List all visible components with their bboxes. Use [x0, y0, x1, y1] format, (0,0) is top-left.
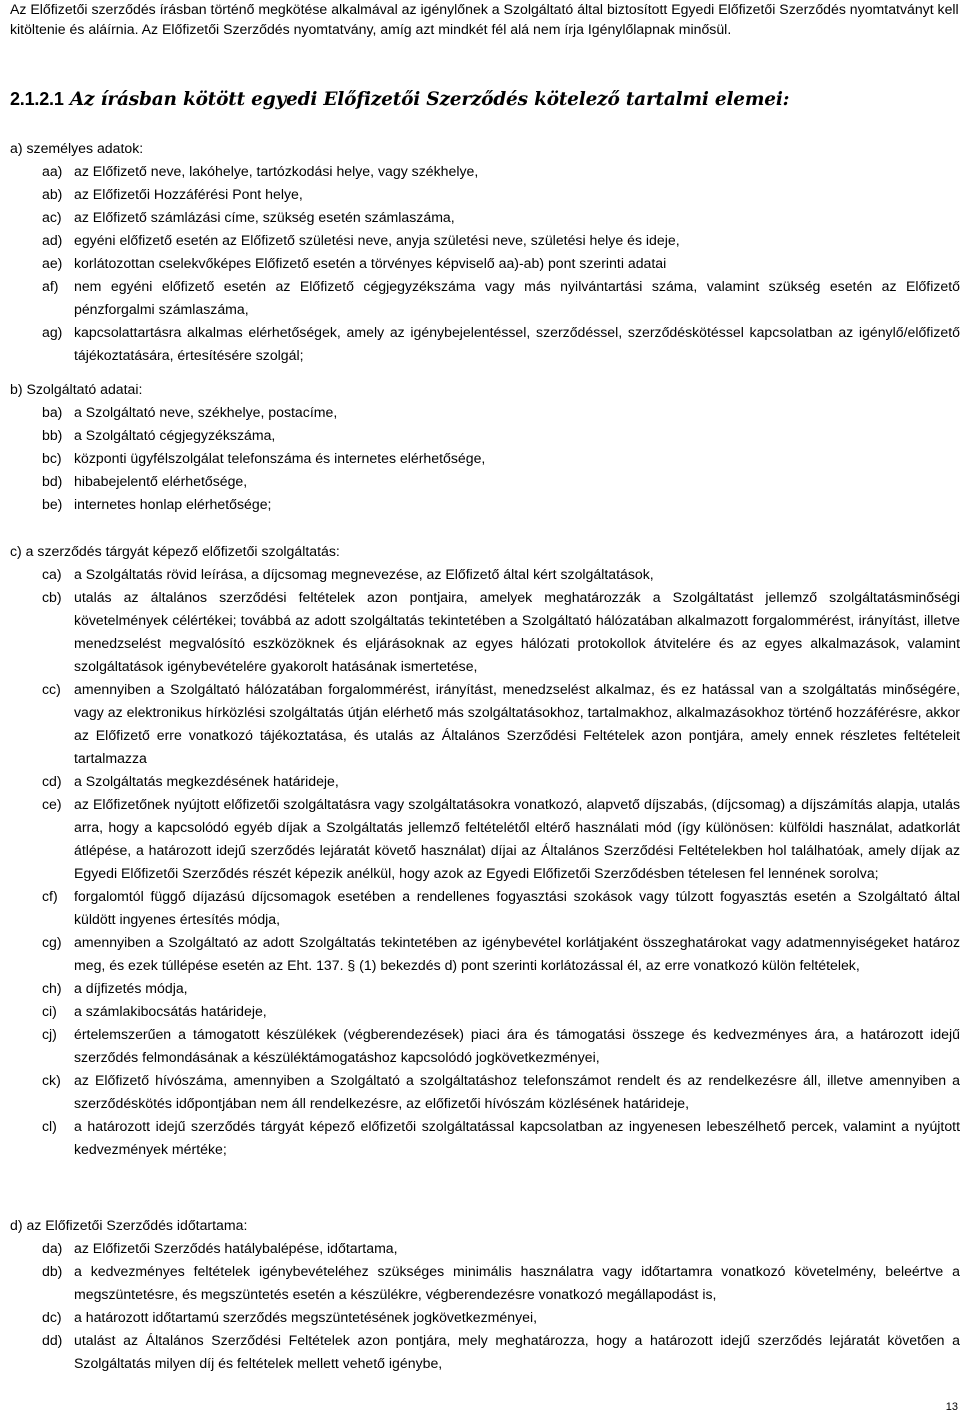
list-item [10, 470, 960, 493]
item-label: ad) [42, 232, 63, 248]
item-text: az Előfizető neve, lakóhelye, tartózkodási helye, vagy székhelye, [74, 163, 479, 179]
section-label: c) [10, 543, 22, 559]
item-text: amennyiben a Szolgáltató hálózatában forgalommérést, irányítást, menedzselést alkalmaz, és ez hatással van a szolgáltatás minőségére, vagy az elektronikus hírközlési szolgáltatás útján elérhető más szolgáltatásokhoz, tartalmakhoz, alkalmazásokhoz történő hozzáférésre, akkor az Előfizető erre vonatkozó tájékoztatása, és utalás az Általános Szerződési Feltételek azon pontjára, amely ennek részletes feltételeit tartalmazza [74, 681, 960, 766]
item-label: ag) [42, 324, 63, 340]
list-item [10, 793, 960, 885]
list-item [10, 1069, 960, 1115]
item-text: utalás az általános szerződési feltételek azon pontjaira, amelyek meghatározzák a Szolgáltatást jellemző szolgáltatásminőségi követelmények célértékei; továbbá az adott szolgáltatás tekintetében a Szolgáltató hálózatában alkalmazott forgalommérést, irányítást, illetve menedzselést megvalósító eszközöknek és eljárásoknak az egyes hálózati protokollok átvitelére és az egyes alkalmazások, valamint szolgáltatások igénybevételére gyakorolt hatásának ismertetése, [74, 589, 960, 674]
item-text: az Előfizetői Szerződés hatálybalépése, időtartama, [74, 1240, 398, 1256]
section-title [10, 1214, 960, 1237]
item-text: központi ügyfélszolgálat telefonszáma és internetes elérhetősége, [74, 450, 486, 466]
section-label: d) [10, 1217, 23, 1233]
item-label: cl) [42, 1118, 57, 1134]
heading-title: Az írásban kötött egyedi Előfizetői Szerződés kötelező tartalmi elemei: [69, 89, 790, 110]
item-label: bd) [42, 473, 63, 489]
item-text: az Előfizető hívószáma, amennyiben a Szolgáltató a szolgáltatáshoz telefonszámot rendelt és az rendelkezésre áll, illetve amennyiben a szerződéskötés időpontjában nem áll rendelkezésre, az előfizetői hívószám közlésének határideje, [74, 1072, 960, 1111]
item-text: értelemszerűen a támogatott készülékek (végberendezések) piaci ára és támogatási összege és kedvezményes ára, a határozott idejű szerződés felmondásának a készüléktámogatáshoz kapcsolódó jogkövetkezményei, [74, 1026, 960, 1065]
item-label: cf) [42, 888, 58, 904]
section-label: b) [10, 381, 23, 397]
item-text: amennyiben a Szolgáltató az adott Szolgáltatás tekintetében az igénybevétel korlátjaként összeghatárokat vagy adatmennyiségeket határoz meg, és ezek túllépése esetén az Eht. 137. § (1) bekezdés d) pont szerinti korlátozással él, az erre vonatkozó külön feltételek, [74, 934, 960, 973]
item-text: a Szolgáltatás rövid leírása, a díjcsomag megnevezése, az Előfizető által kért szolgáltatások, [74, 566, 654, 582]
item-label: cc) [42, 681, 61, 697]
item-label: ba) [42, 404, 63, 420]
list-item [10, 493, 960, 516]
item-label: ci) [42, 1003, 57, 1019]
list-item [10, 229, 960, 252]
list-item [10, 1023, 960, 1069]
item-text: a határozott időtartamú szerződés megszüntetésének jogkövetkezményei, [74, 1309, 537, 1325]
item-label: dd) [42, 1332, 63, 1348]
page-number: 13 [945, 1401, 958, 1413]
list-item [10, 563, 960, 586]
item-label: bb) [42, 427, 63, 443]
item-label: db) [42, 1263, 63, 1279]
item-label: cj) [42, 1026, 57, 1042]
item-text: nem egyéni előfizető esetén az Előfizető cégjegyzékszáma vagy más nyilvántartási száma, valamint szükség esetén az Előfizető pénzforgalmi számlaszáma, [74, 278, 960, 317]
list-item [10, 931, 960, 977]
item-label: aa) [42, 163, 63, 179]
list-item [10, 1306, 960, 1329]
section-title-text: az Előfizetői Szerződés időtartama: [26, 1217, 248, 1233]
item-label: cb) [42, 589, 62, 605]
item-label: ab) [42, 186, 63, 202]
section-title-text: személyes adatok: [26, 140, 144, 156]
section-title [10, 378, 960, 401]
intro-paragraph: Az Előfizetői szerződés írásban történő megkötése alkalmával az igénylőnek a Szolgáltató által biztosított Egyedi Előfizetői Szerződés nyomtatványt kell kitöltenie és aláírnia. Az Előfizetői Szerződés nyomtatvány, amíg azt mindkét fél alá nem írja Igénylőlapnak minősül. [10, 1, 959, 37]
item-text: a határozott idejű szerződés tárgyát képező előfizetői szolgáltatással kapcsolatban az ingyenesen lebeszélhető percek, valamint a nyújtott kedvezmények mértéke; [74, 1118, 960, 1157]
item-text: a számlakibocsátás határideje, [74, 1003, 267, 1019]
list-item [10, 885, 960, 931]
section-b [10, 378, 960, 516]
item-text: az Előfizetői Hozzáférési Pont helye, [74, 186, 303, 202]
section-title-text: Szolgáltató adatai: [26, 381, 143, 397]
item-text: hibabejelentő elérhetősége, [74, 473, 248, 489]
item-text: a Szolgáltatás megkezdésének határideje, [74, 773, 339, 789]
section-title [10, 540, 960, 563]
item-label: ce) [42, 796, 62, 812]
list-item [10, 447, 960, 470]
section-label: a) [10, 140, 23, 156]
item-text: a Szolgáltató neve, székhelye, postacíme, [74, 404, 338, 420]
list-item [10, 321, 960, 367]
item-label: ac) [42, 209, 62, 225]
section-heading [10, 89, 789, 110]
section-title-text: a szerződés tárgyát képező előfizetői szolgáltatás: [25, 543, 340, 559]
item-text: korlátozottan cselekvőképes Előfizető esetén a törvényes képviselő aa)-ab) pont szerinti adatai [74, 255, 667, 271]
item-text: kapcsolattartásra alkalmas elérhetőségek, amely az igénybejelentéssel, szerződéssel, szerződéskötéssel kapcsolatban az igénylő/előfizető tájékoztatására, értesítésére szolgál; [74, 324, 960, 363]
list-item [10, 206, 960, 229]
item-text: utalást az Általános Szerződési Feltételek azon pontjára, mely meghatározza, hogy a határozott idejű szerződés lejáratát követően a Szolgáltatás milyen díj és feltételek mellett vehető igénybe, [74, 1332, 960, 1371]
item-text: a díjfizetés módja, [74, 980, 188, 996]
item-label: ch) [42, 980, 62, 996]
item-text: egyéni előfizető esetén az Előfizető születési neve, anyja születési neve, születési helye és ideje, [74, 232, 680, 248]
list-item [10, 1260, 960, 1306]
item-text: az Előfizető számlázási címe, szükség esetén számlaszáma, [74, 209, 455, 225]
section-title [10, 137, 960, 160]
list-item [10, 401, 960, 424]
item-label: af) [42, 278, 59, 294]
item-label: cd) [42, 773, 62, 789]
item-label: da) [42, 1240, 63, 1256]
section-d [10, 1214, 960, 1375]
item-label: ae) [42, 255, 63, 271]
list-item [10, 1329, 960, 1375]
item-label: dc) [42, 1309, 62, 1325]
item-label: ck) [42, 1072, 61, 1088]
list-item [10, 1237, 960, 1260]
list-item [10, 424, 960, 447]
item-text: az Előfizetőnek nyújtott előfizetői szolgáltatásra vagy szolgáltatásokra vonatkozó, alapvető díjszabás, (díjcsomag) a díjszámítás alapja, utalás arra, hogy a kapcsolódó egyéb díjak a Szolgáltatás jellemző feltételétől eltérő használati mód (így különösen: külföldi használat, adatkorlát átlépése, a határozott idejű szerződés lejáratát követő használat) díjai az Általános Szerződési Feltételekben hol találhatóak, amely díjak az Egyedi Előfizetői Szerződés részét képezik anélkül, hogy azok az Egyedi Előfizetői Szerződésben tételesen fel lennének sorolva; [74, 796, 960, 881]
list-item [10, 977, 960, 1000]
list-item [10, 1115, 960, 1161]
list-item [10, 252, 960, 275]
item-text: forgalomtól függő díjazású díjcsomagok esetében a rendellenes fogyasztási szokások vagy túlzott fogyasztás esetén a Szolgáltató által küldött ingyenes értesítés módja, [74, 888, 960, 927]
list-item [10, 678, 960, 770]
list-item [10, 586, 960, 678]
list-item [10, 1000, 960, 1023]
item-label: be) [42, 496, 63, 512]
heading-number: 2.1.2.1 [10, 89, 64, 109]
section-a [10, 137, 960, 367]
item-label: ca) [42, 566, 62, 582]
item-label: bc) [42, 450, 62, 466]
document-page [10, 0, 960, 1371]
list-item [10, 160, 960, 183]
item-text: a kedvezményes feltételek igénybevételéhez szükséges minimális használatra vagy időtartamra vonatkozó követelmény, beleértve a megszüntetésre, és megszüntetés esetén a készülékre, végberendezésre vonatkozó megállapodást is, [74, 1263, 960, 1302]
item-text: a Szolgáltató cégjegyzékszáma, [74, 427, 276, 443]
list-item [10, 275, 960, 321]
item-label: cg) [42, 934, 62, 950]
list-item [10, 183, 960, 206]
list-item [10, 770, 960, 793]
item-text: internetes honlap elérhetősége; [74, 496, 272, 512]
section-c [10, 540, 960, 1161]
